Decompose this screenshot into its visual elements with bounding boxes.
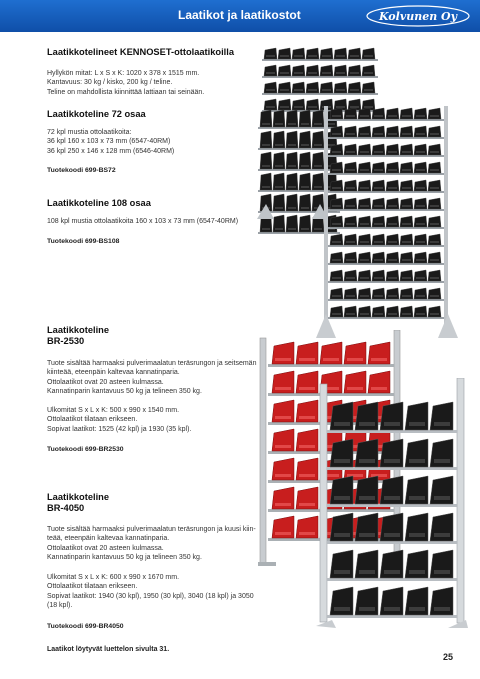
section-specs-br4050: Ulkomitat S x L x K: 600 x 990 x 1670 mm. Ottolaatikot tilataan erikseen. Sopivat laatikot: 1940 (30 kpl), 1950 (30 kpl), 3040 (18 kpl) ja 3050 (18 kpl). [47,574,254,609]
product-code-br2530: Tuotekoodi 699-BR2530 [47,446,124,453]
section-title-kennoset: Laatikkotelineet KENNOSET-ottolaatikoilla [47,47,235,57]
section-title-72: Laatikkoteline 72 osaa [47,109,146,119]
section-specs-br2530: Ulkomitat S x L x K: 500 x 990 x 1540 mm. Ottolaatikot tilataan erikseen. Sopivat laatikot: 1525 (42 kpl) ja 1930 (35 kpl). [47,407,192,433]
product-code-bs108: Tuotekoodi 699-BS108 [47,238,120,245]
section-body-kennoset: Hyllykön mitat: L x S x K: 1020 x 378 x 1515 mm. Kantavuus: 30 kg / kisko, 200 kg / teline. Teline on mahdollista kiinnittää lattiaan tai seinään. [47,70,205,96]
section-title-108: Laatikkoteline 108 osaa [47,198,151,208]
section-body-72: 72 kpl mustia ottolaatikoita: 36 kpl 160 x 103 x 73 mm (6547-40RM) 36 kpl 250 x 146 x 128 mm (6546-40RM) [47,129,175,155]
product-code-br4050: Tuotekoodi 699-BR4050 [47,623,124,630]
dark-bin-rack [316,378,468,628]
section-title-br4050: Laatikkoteline BR-4050 [47,492,110,513]
black-bin-rack-front [316,106,458,338]
company-logo [365,4,471,28]
section-body-br2530: Tuote sisältää harmaaksi pulverimaalatun teräsrungon ja seitsemän kiinteää, eteenpäin kaltevaa kannatinparia. Ottolaatikot ovat 20 asteen kulmassa. Kannatinparin kantavuus 50 kg ja telineen 350 kg. [47,360,257,395]
page-header [0,0,480,32]
kennoset-rack-illustration [252,44,470,339]
br4050-rack-illustration [316,378,468,630]
section-body-br4050: Tuote sisältää harmaaksi pulverimaalatun teräsrungon ja kuusi kiin- teää, eteenpäin kaltevaa kannatinparia. Ottolaatikot ovat 20 asteen kulmassa. Kannatinparin kantavuus 50 kg ja telineen 350 kg. [47,526,256,561]
header-title: Laatikot ja laatikostot [178,8,301,22]
section-body-108: 108 kpl mustia ottolaatikoita 160 x 103 x 73 mm (6547-40RM) [47,218,239,225]
section-title-br2530: Laatikkoteline BR-2530 [47,325,110,346]
catalog-note: Laatikot löytyvät luettelon sivulta 31. [47,646,170,653]
product-code-bs72: Tuotekoodi 699-BS72 [47,167,116,174]
logo-text: Kolvunen Oy [378,10,458,23]
page-number: 25 [443,652,454,662]
